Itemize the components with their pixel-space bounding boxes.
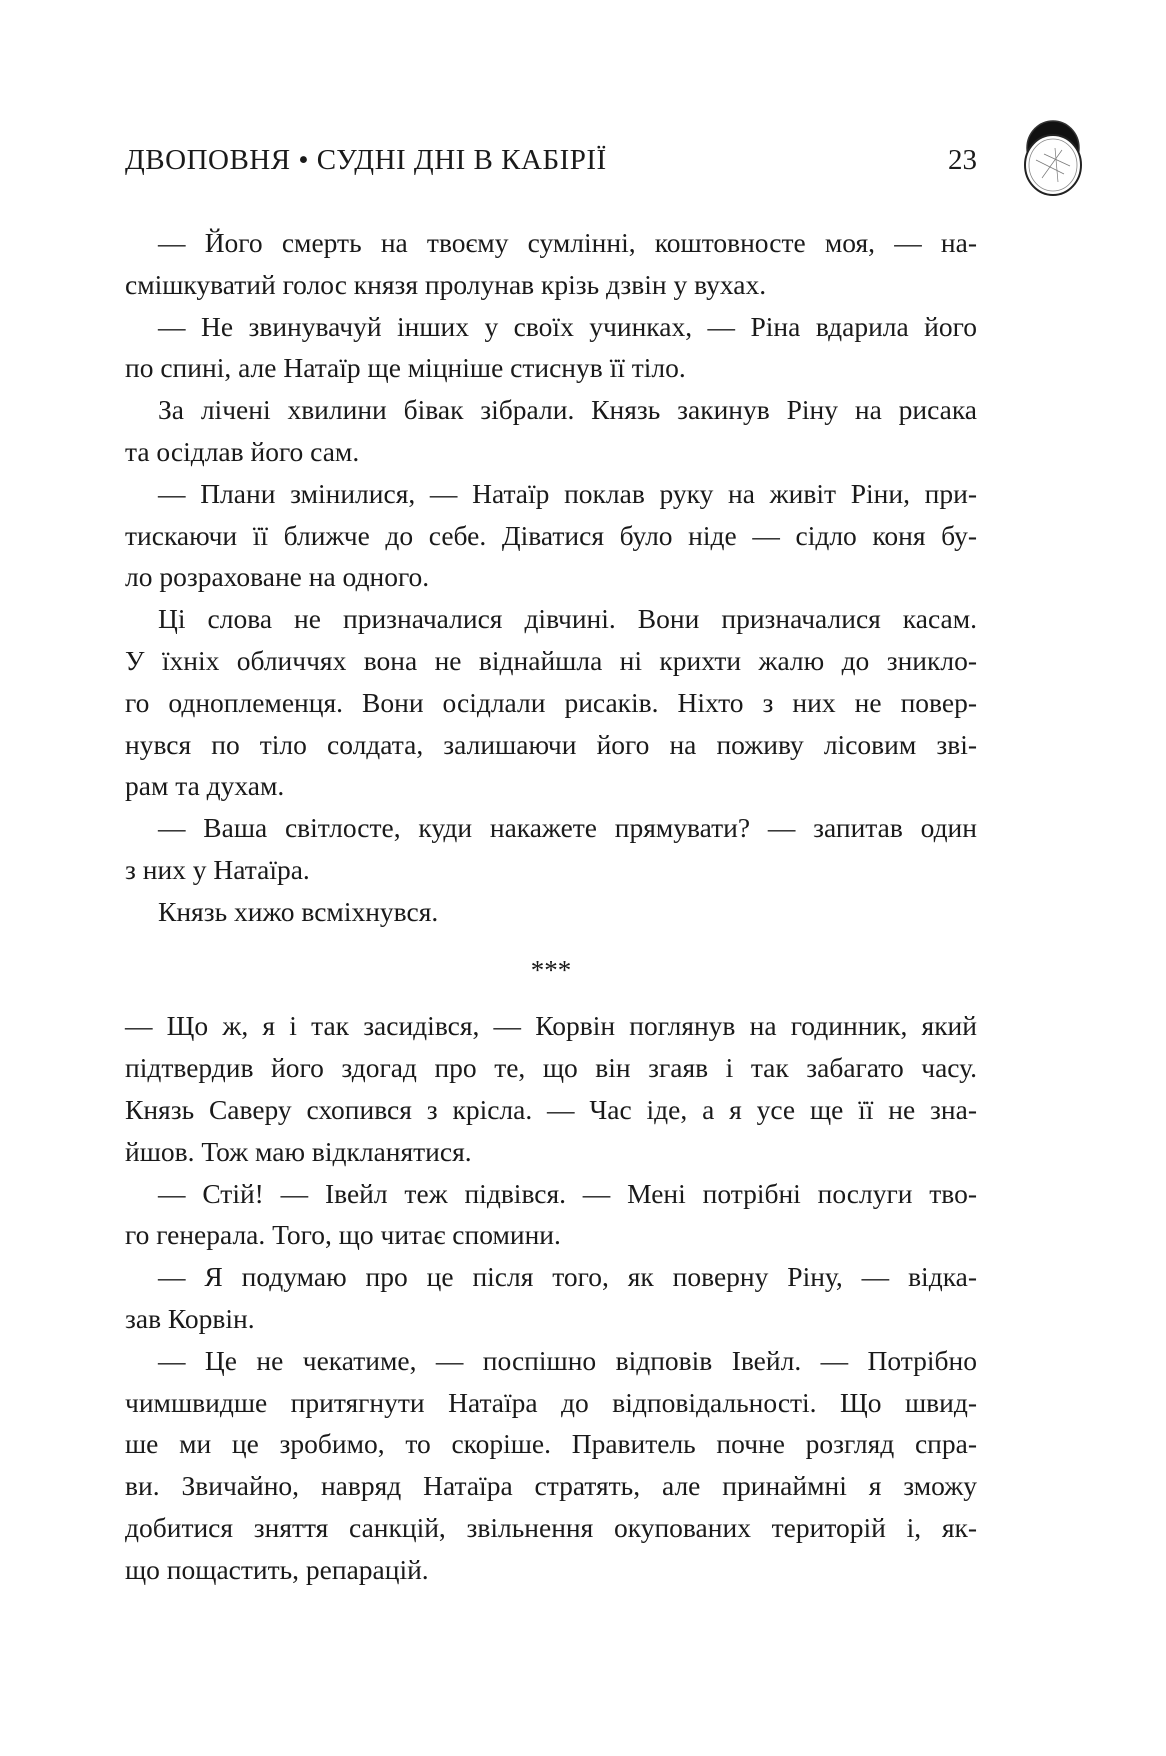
text-line: чимшвидше притягнути Натаїра до відповідальності. Що швид-	[125, 1386, 977, 1418]
text-line: — Його смерть на твоєму сумлінні, коштовносте моя, — на-	[158, 227, 977, 258]
page-number: 23	[948, 144, 977, 176]
text-line: що пощастить, репарацій.	[125, 1553, 429, 1585]
text-line: За лічені хвилини бівак зібрали. Князь закинув Ріну на рисака	[158, 394, 977, 426]
paragraph	[125, 598, 977, 807]
text-line: ше ми це зробимо, то скоріше. Правитель почне розгляд спра-	[125, 1428, 977, 1460]
text-line: смішкуватий голос князя пролунав крізь дзвін у вухах.	[125, 268, 767, 300]
text-line: — Я подумаю про це після того, як поверну Ріну, — відка-	[158, 1261, 977, 1293]
paragraph	[125, 1173, 977, 1257]
text-line: — Плани змінилися, — Натаїр поклав руку на живіт Ріни, при-	[158, 477, 977, 509]
text-line: Князь Саверу схопився з крісла. — Час іде, а я усе ще її не зна-	[125, 1093, 977, 1125]
text-line: — Не звинувачуй інших у своїх учинках, — Ріна вдарила його	[158, 310, 977, 342]
paragraph	[125, 306, 977, 390]
text-line: Князь хижо всміхнувся.	[158, 895, 439, 927]
text-line: з них у Натаїра.	[125, 853, 310, 885]
paragraph	[125, 473, 977, 598]
text-line: рам та духам.	[125, 770, 285, 802]
paragraph	[125, 807, 977, 891]
text-line: го генерала. Того, що читає спомини.	[125, 1219, 561, 1251]
text-line: зав Корвін.	[125, 1302, 255, 1334]
text-line: го одноплеменця. Вони осідлали рисаків. Ніхто з них не повер-	[125, 686, 977, 718]
text-line: ло розраховане на одного.	[125, 561, 430, 593]
text-line: добитися зняття санкцій, звільнення окупованих територій і, як-	[125, 1511, 977, 1543]
section-separator: ***	[530, 954, 572, 985]
running-header	[125, 144, 977, 184]
text-line: — Ваша світлосте, куди накажете прямувати? — запитав один	[158, 812, 977, 844]
text-line: — Це не чекатиме, — поспішно відповів Івейл. — Потрібно	[158, 1344, 977, 1376]
text-line: ви. Звичайно, навряд Натаїра стратять, але принаймні я зможу	[125, 1470, 977, 1502]
text-line: йшов. Тож маю відкланятися.	[125, 1135, 472, 1167]
moon-phase-icon	[1022, 120, 1084, 198]
text-line: У їхніх обличчях вона не віднайшла ні крихти жалю до зникло-	[125, 644, 977, 676]
text-line: — Що ж, я і так засидівся, — Корвін поглянув на годинник, який	[125, 1010, 977, 1042]
paragraph	[125, 389, 977, 473]
paragraph	[125, 1340, 977, 1591]
text-line: нувся по тіло солдата, залишаючи його на поживу лісовим зві-	[125, 728, 977, 760]
paragraph	[125, 891, 977, 933]
paragraph	[125, 222, 977, 306]
text-line: тискаючи її ближче до себе. Діватися було ніде — сідло коня бу-	[125, 519, 977, 551]
text-line: Ці слова не призначалися дівчині. Вони призначалися касам.	[158, 603, 977, 635]
text-line: підтвердив його здогад про те, що він згаяв і так забагато часу.	[125, 1052, 977, 1084]
text-line: — Стій! — Івейл теж підвівся. — Мені потрібні послуги тво-	[158, 1177, 977, 1209]
text-line: по спині, але Натаїр ще міцніше стиснув її тіло.	[125, 352, 686, 384]
page-body	[125, 222, 977, 1591]
paragraph	[125, 1005, 977, 1172]
running-title: ДВОПОВНЯ • СУДНІ ДНІ В КАБІРІЇ	[125, 144, 607, 176]
paragraph	[125, 1256, 977, 1340]
text-line: та осідлав його сам.	[125, 435, 360, 467]
